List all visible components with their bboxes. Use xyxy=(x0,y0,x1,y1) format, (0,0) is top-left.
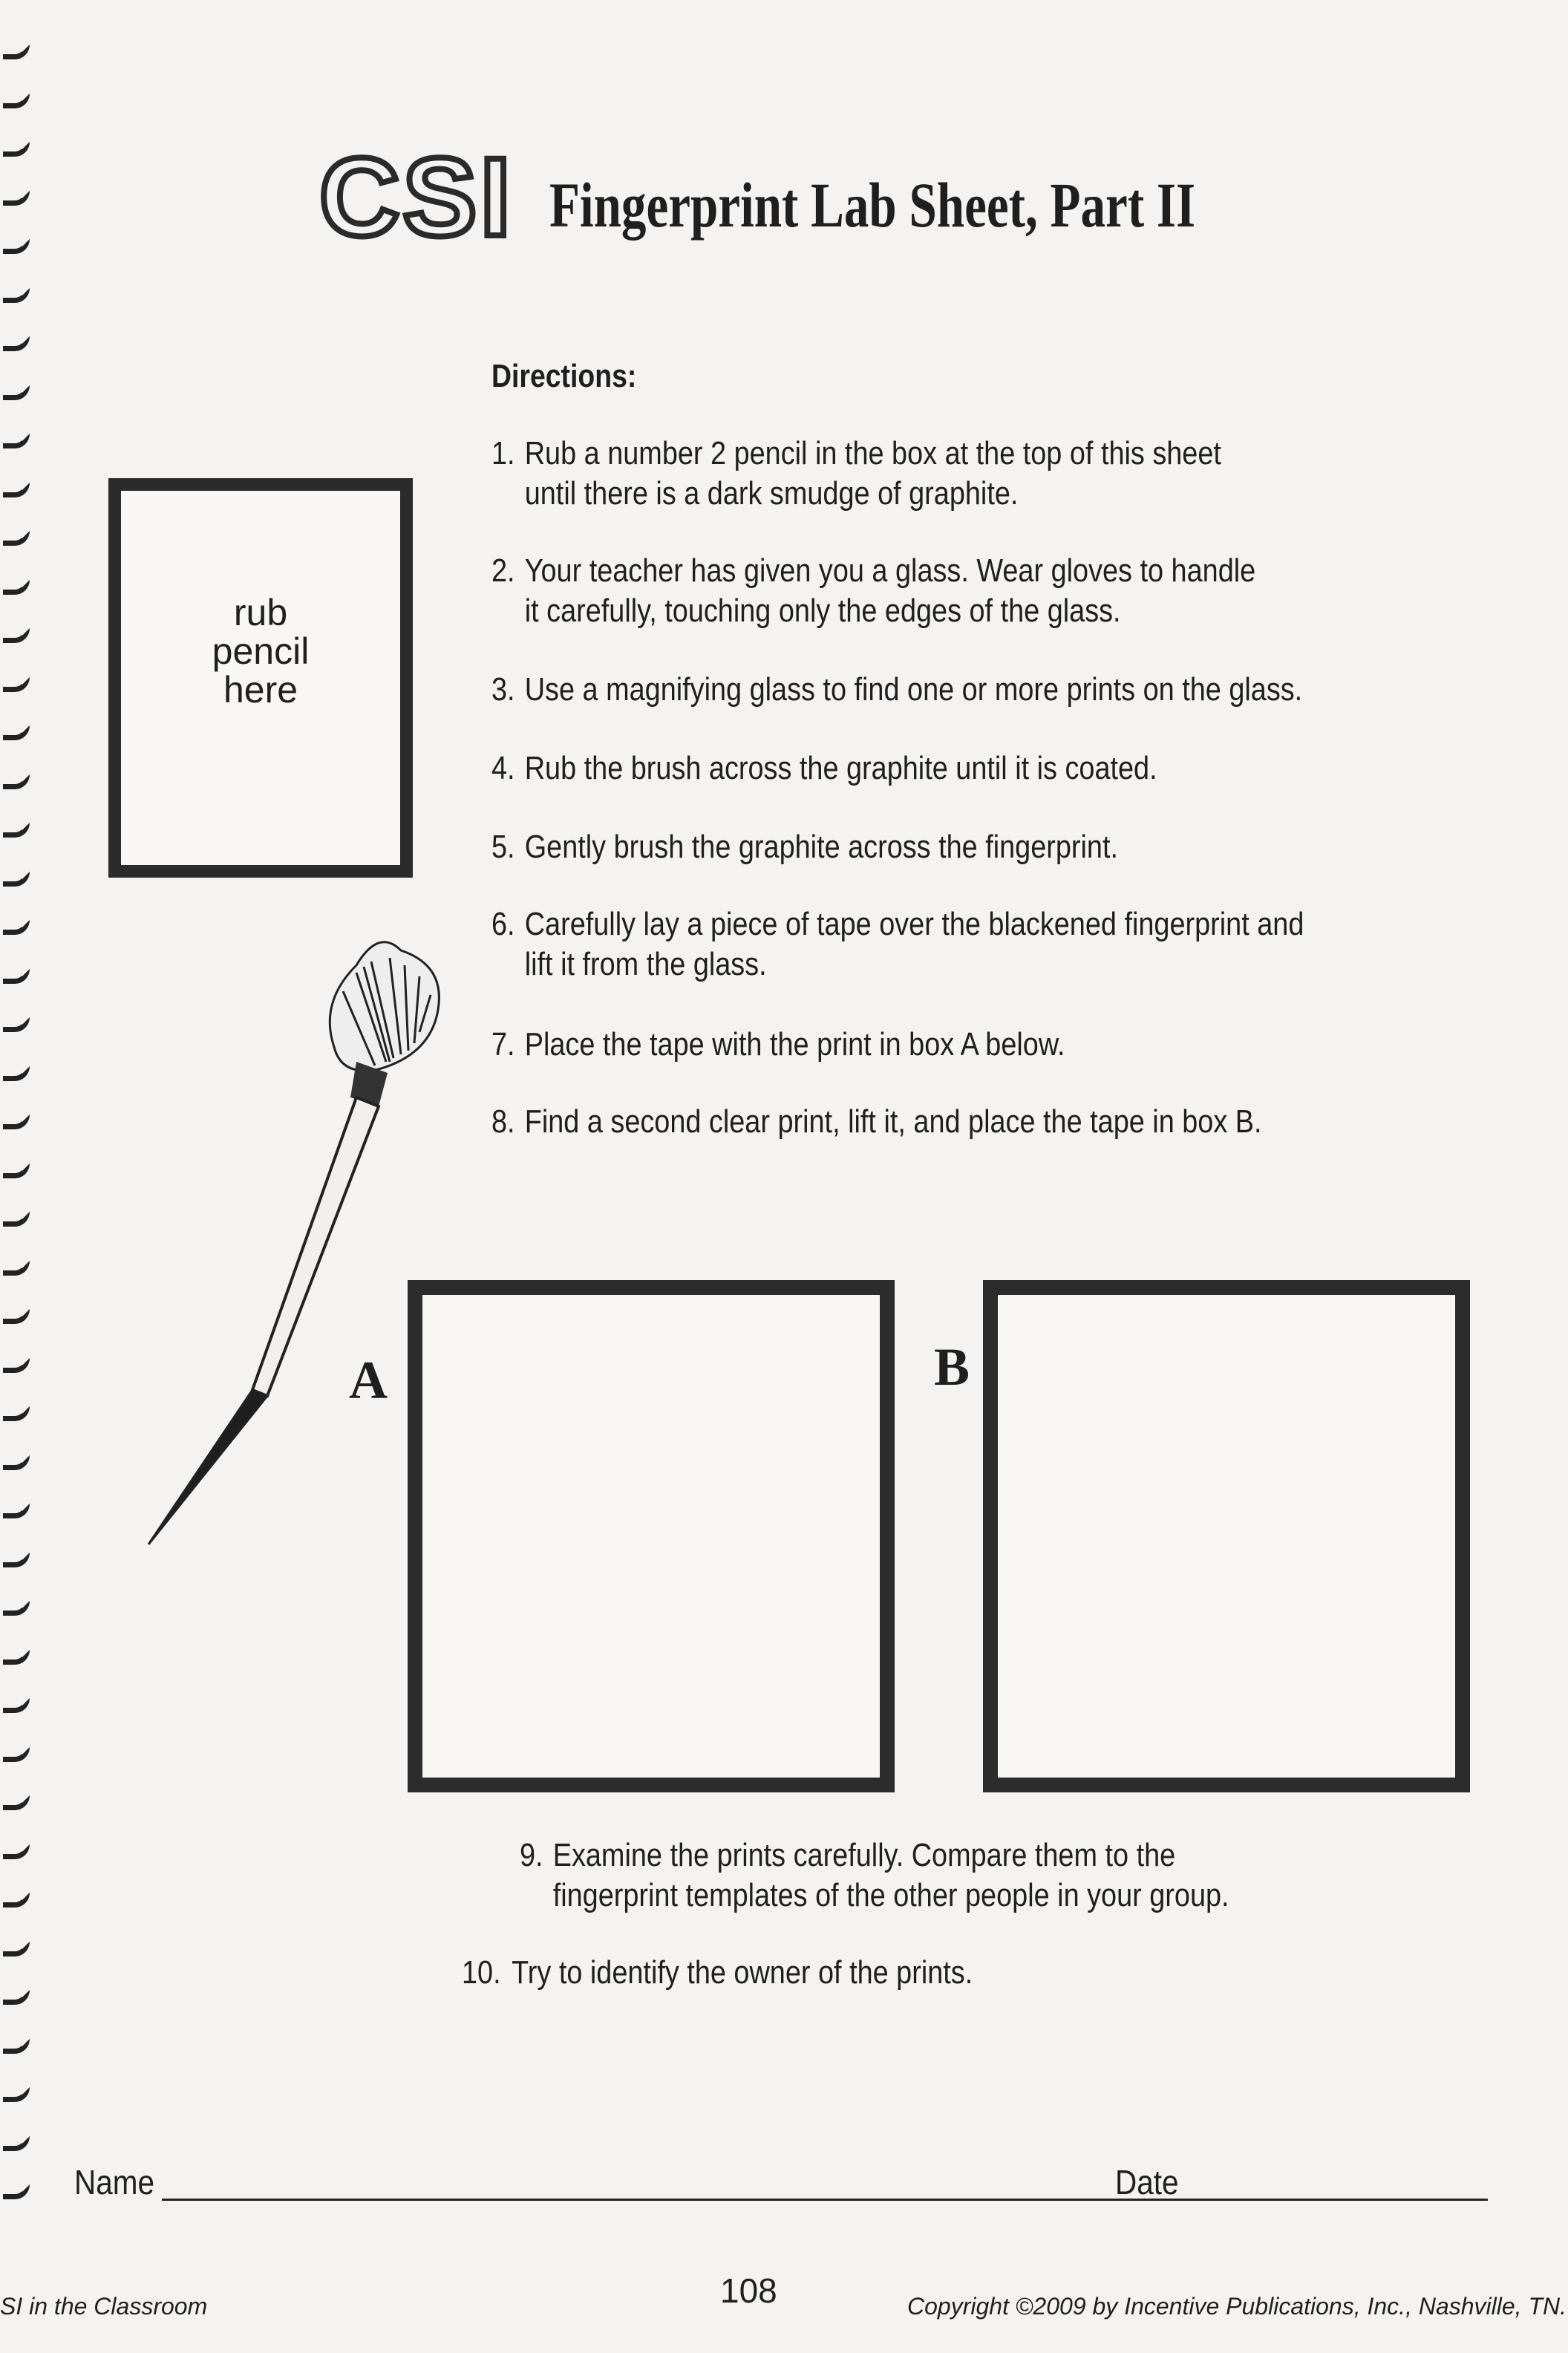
name-label: Name xyxy=(74,2163,154,2202)
spiral-coil xyxy=(3,434,30,448)
date-label: Date xyxy=(1115,2163,1179,2202)
step-text-continued: lift it from the glass. xyxy=(524,946,767,982)
step-number: 8. xyxy=(491,1103,515,1140)
step-number: 3. xyxy=(491,671,515,708)
spiral-coil xyxy=(3,1455,30,1470)
spiral-coil xyxy=(3,2136,30,2151)
spiral-coil xyxy=(3,1747,30,1762)
rub-pencil-label: rub pencil here xyxy=(212,592,310,711)
spiral-coil xyxy=(3,191,30,206)
spiral-coil xyxy=(3,1358,30,1373)
spiral-coil xyxy=(3,1795,30,1810)
spiral-coil xyxy=(3,2087,30,2102)
name-date-row xyxy=(74,2158,1492,2210)
spiral-coil xyxy=(3,1601,30,1616)
spiral-coil xyxy=(3,823,30,838)
spiral-coil xyxy=(3,2039,30,2054)
page-title: Fingerprint Lab Sheet, Part II xyxy=(549,169,1196,241)
spiral-coil xyxy=(3,969,30,984)
spiral-coil xyxy=(3,239,30,254)
spiral-coil xyxy=(3,580,30,595)
spiral-coil xyxy=(3,1553,30,1567)
directions-heading: Directions: xyxy=(491,358,637,394)
spiral-coil xyxy=(3,1698,30,1713)
step-text-continued: fingerprint templates of the other people in your group. xyxy=(552,1877,1229,1913)
spiral-coil xyxy=(3,336,30,351)
direction-step-2 xyxy=(491,551,1347,631)
step-number: 7. xyxy=(491,1026,515,1063)
spiral-coil xyxy=(3,872,30,887)
spiral-coil xyxy=(3,1504,30,1518)
spiral-coil xyxy=(3,725,30,740)
spiral-coil xyxy=(3,2184,30,2199)
spiral-coil xyxy=(3,94,30,108)
step-number: 2. xyxy=(491,552,515,589)
direction-step-5 xyxy=(491,827,1347,867)
footer-book-title: SI in the Classroom xyxy=(0,2293,208,2320)
spiral-coil xyxy=(3,1261,30,1276)
csi-logo: CSI xyxy=(319,134,514,259)
step-text: Your teacher has given you a glass. Wear gloves to handle xyxy=(524,552,1256,589)
spiral-coil xyxy=(3,1844,30,1859)
spiral-coil xyxy=(3,677,30,692)
spiral-coil xyxy=(3,1650,30,1665)
spiral-coil xyxy=(3,45,30,59)
spiral-coil xyxy=(3,1309,30,1324)
spiral-coil xyxy=(3,1990,30,2005)
spiral-coil xyxy=(3,483,30,497)
step-number: 4. xyxy=(491,750,515,786)
footer-copyright: Copyright ©2009 by Incentive Publications, Inc., Nashville, TN. xyxy=(907,2293,1567,2320)
spiral-coil xyxy=(3,1893,30,1907)
spiral-coil xyxy=(3,920,30,935)
step-text-continued: until there is a dark smudge of graphite. xyxy=(524,475,1019,512)
step-text: Examine the prints carefully. Compare them to the xyxy=(552,1837,1176,1873)
spiral-coil xyxy=(3,531,30,546)
step-number: 9. xyxy=(520,1837,543,1873)
direction-step-1 xyxy=(491,434,1347,514)
step-text: Rub the brush across the graphite until it is coated. xyxy=(524,750,1157,786)
direction-step-7 xyxy=(491,1025,1347,1065)
step-text: Place the tape with the print in box A below. xyxy=(524,1026,1065,1063)
step-text: Find a second clear print, lift it, and place the tape in box B. xyxy=(524,1103,1262,1140)
spiral-coil xyxy=(3,288,30,303)
direction-step-3 xyxy=(491,670,1347,710)
direction-step-6 xyxy=(491,904,1347,985)
direction-step-9 xyxy=(520,1835,1375,1916)
print-box-a xyxy=(408,1280,895,1792)
step-text: Rub a number 2 pencil in the box at the top of this sheet xyxy=(524,435,1221,471)
spiral-coil xyxy=(3,628,30,643)
date-line[interactable] xyxy=(1183,2199,1488,2201)
name-line[interactable] xyxy=(162,2199,1186,2201)
spiral-coil xyxy=(3,1406,30,1421)
step-text: Use a magnifying glass to find one or more prints on the glass. xyxy=(524,671,1303,708)
step-text-continued: it carefully, touching only the edges of the glass. xyxy=(524,593,1121,629)
spiral-coil xyxy=(3,1066,30,1081)
step-text: Gently brush the graphite across the fingerprint. xyxy=(524,829,1119,865)
spiral-binding xyxy=(0,45,42,2242)
print-box-b xyxy=(983,1280,1470,1792)
step-text: Try to identify the owner of the prints. xyxy=(512,1954,973,1991)
spiral-coil xyxy=(3,1212,30,1227)
box-b-label: B xyxy=(934,1337,970,1397)
spiral-coil xyxy=(3,1942,30,1957)
spiral-coil xyxy=(3,1115,30,1129)
step-number: 6. xyxy=(491,906,515,942)
step-text: Carefully lay a piece of tape over the blackened fingerprint and xyxy=(524,906,1304,942)
box-a-label: A xyxy=(349,1351,388,1410)
page-number: 108 xyxy=(720,2271,777,2310)
spiral-coil xyxy=(3,1017,30,1032)
direction-step-10 xyxy=(462,1953,1317,1993)
step-number: 5. xyxy=(491,829,515,865)
step-number: 10. xyxy=(462,1954,501,1991)
step-number: 1. xyxy=(491,435,515,471)
spiral-coil xyxy=(3,142,30,157)
spiral-coil xyxy=(3,385,30,400)
rub-pencil-box xyxy=(108,478,413,878)
direction-step-8 xyxy=(491,1102,1347,1142)
direction-step-4 xyxy=(491,748,1347,789)
spiral-coil xyxy=(3,1164,30,1178)
spiral-coil xyxy=(3,774,30,789)
